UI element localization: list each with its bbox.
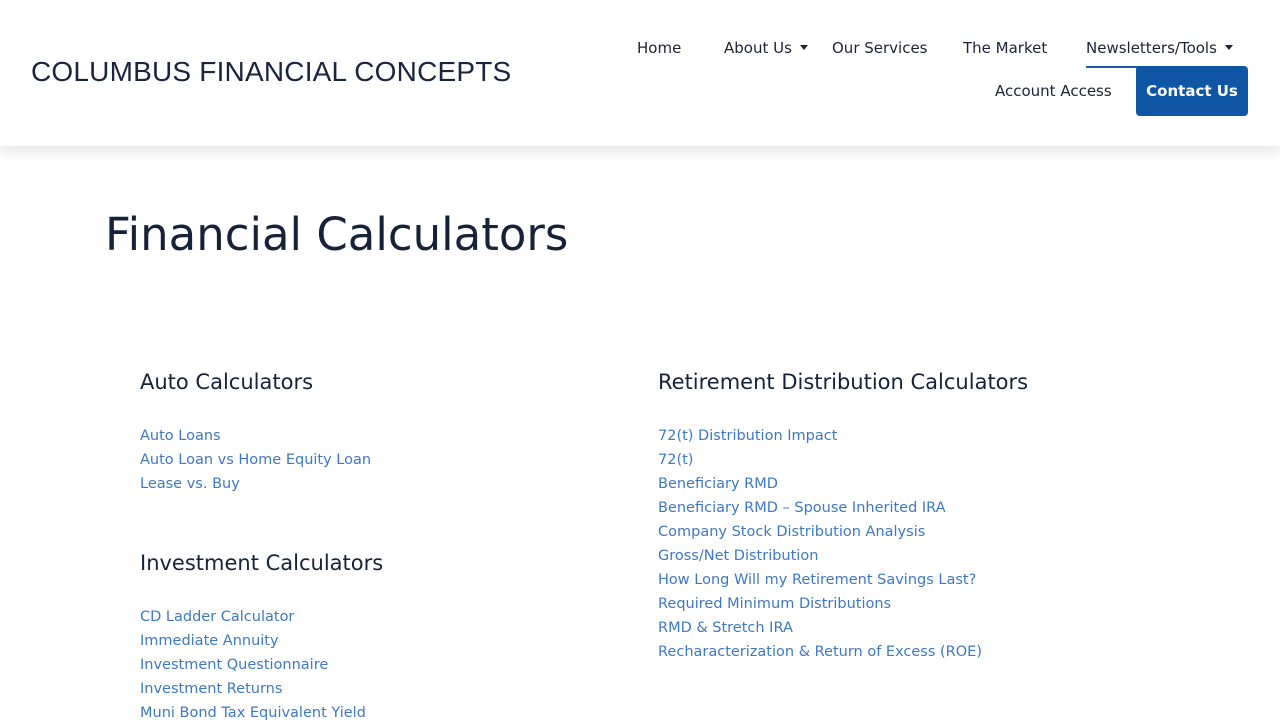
list-item [658,471,982,495]
calculator-link[interactable]: RMD & Stretch IRA [658,620,793,636]
nav-home[interactable]: Home [637,39,682,57]
calculator-link[interactable]: Recharacterization & Return of Excess (ROE) [658,644,982,660]
calculator-link[interactable]: 72(t) [658,452,694,468]
list-item [658,543,982,567]
section-heading-investment: Investment Calculators [140,551,384,575]
nav-about-us-label: About Us [724,39,792,57]
nav-account-access[interactable]: Account Access [995,82,1112,100]
investment-calculators-list [140,604,366,724]
list-item [140,447,371,471]
retirement-distribution-calculators-list [658,423,982,663]
page-title: Financial Calculators [105,208,569,261]
list-item [140,628,366,652]
list-item [658,639,982,663]
list-item [140,652,366,676]
chevron-down-icon [800,45,808,50]
auto-calculators-list [140,423,371,495]
list-item [658,615,982,639]
section-heading-retirement-distribution: Retirement Distribution Calculators [658,370,1029,394]
calculator-link[interactable]: CD Ladder Calculator [140,609,295,625]
list-item [140,700,366,724]
calculator-link[interactable]: Gross/Net Distribution [658,548,819,564]
contact-us-button[interactable]: Contact Us [1136,66,1248,116]
nav-newsletters-tools[interactable] [1086,39,1233,57]
list-item [140,423,371,447]
list-item [658,423,982,447]
calculator-link[interactable]: Immediate Annuity [140,633,279,649]
calculator-link[interactable]: Investment Questionnaire [140,657,329,673]
calculator-link[interactable]: Company Stock Distribution Analysis [658,524,926,540]
calculator-link[interactable]: 72(t) Distribution Impact [658,428,838,444]
list-item [140,471,371,495]
calculator-link[interactable]: Investment Returns [140,681,283,697]
calculator-link[interactable]: Required Minimum Distributions [658,596,892,612]
calculator-link[interactable]: Beneficiary RMD – Spouse Inherited IRA [658,500,946,516]
calculator-link[interactable]: Muni Bond Tax Equivalent Yield [140,705,366,721]
list-item [658,567,982,591]
site-header [0,0,1280,146]
calculator-link[interactable]: Beneficiary RMD [658,476,778,492]
list-item [658,591,982,615]
calculator-link[interactable]: Auto Loan vs Home Equity Loan [140,452,372,468]
site-logo[interactable]: COLUMBUS FINANCIAL CONCEPTS [31,56,512,87]
nav-newsletters-tools-label: Newsletters/Tools [1086,39,1217,57]
calculator-link[interactable]: Lease vs. Buy [140,476,240,492]
section-heading-auto: Auto Calculators [140,370,314,394]
calculator-link[interactable]: Auto Loans [140,428,221,444]
nav-our-services[interactable]: Our Services [832,39,928,57]
list-item [658,495,982,519]
list-item [140,676,366,700]
nav-the-market[interactable]: The Market [963,39,1048,57]
list-item [658,447,982,471]
calculator-link[interactable]: How Long Will my Retirement Savings Last? [658,572,977,588]
nav-about-us[interactable] [724,39,808,57]
list-item [140,604,366,628]
chevron-down-icon [1225,45,1233,50]
list-item [658,519,982,543]
